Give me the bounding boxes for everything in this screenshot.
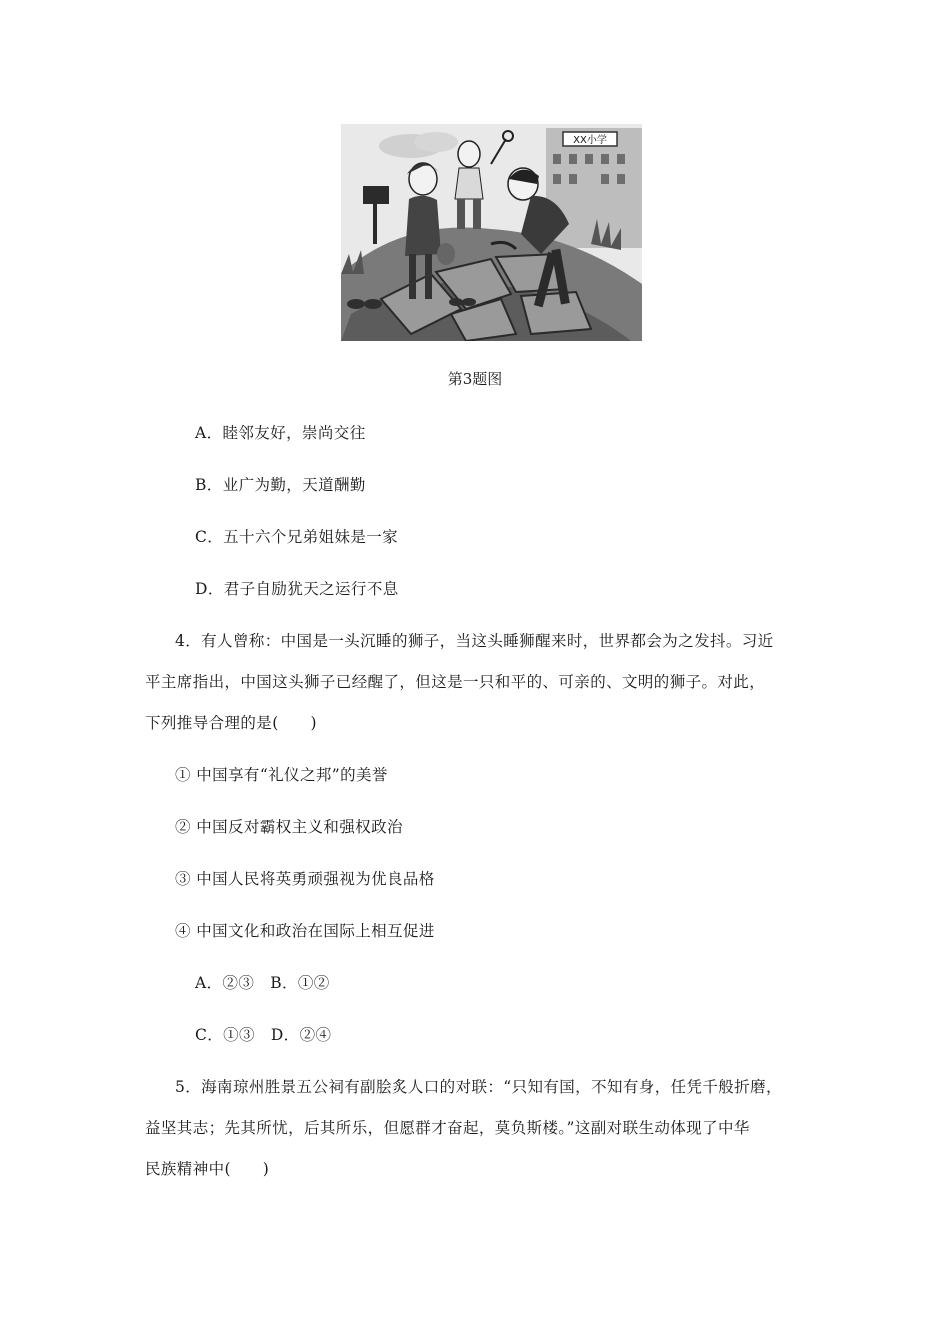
q4-stem-line-2: 平主席指出，中国这头狮子已经醒了，但这是一只和平的、可亲的、文明的狮子。对此， bbox=[145, 673, 766, 691]
illustration-students-gardening bbox=[341, 124, 642, 341]
q4-statement-2: ② 中国反对霸权主义和强权政治 bbox=[175, 818, 403, 836]
q4-options-row-1: A．②③ B．①② bbox=[195, 974, 330, 992]
q3-option-b: B．业广为勤，天道酬勤 bbox=[195, 476, 366, 494]
q4-statement-4: ④ 中国文化和政治在国际上相互促进 bbox=[175, 922, 435, 940]
q4-stem-line-1: 4．有人曾称：中国是一头沉睡的狮子，当这头睡狮醒来时，世界都会为之发抖。习近 bbox=[175, 632, 774, 650]
school-sign-text: XX小学 bbox=[573, 135, 607, 146]
q4-statement-1: ① 中国享有“礼仪之邦”的美誉 bbox=[175, 766, 388, 784]
q5-stem-line-3: 民族精神中( ) bbox=[145, 1160, 270, 1178]
figure-caption: 第3题图 bbox=[447, 370, 503, 388]
q5-stem-line-1: 5．海南琼州胜景五公祠有副脍炙人口的对联：“只知有国，不知有身，任凭千般折磨， bbox=[175, 1078, 782, 1096]
q4-stem-line-3: 下列推导合理的是( ) bbox=[145, 714, 317, 732]
q4-options-row-2: C．①③ D．②④ bbox=[195, 1026, 332, 1044]
q3-option-c: C．五十六个兄弟姐妹是一家 bbox=[195, 528, 399, 546]
q3-option-d: D．君子自励犹天之运行不息 bbox=[195, 580, 399, 598]
q3-option-a: A．睦邻友好，崇尚交往 bbox=[195, 424, 366, 442]
q4-statement-3: ③ 中国人民将英勇顽强视为优良品格 bbox=[175, 870, 435, 888]
q5-stem-line-2: 益坚其志；先其所忧，后其所乐，但愿群才奋起，莫负斯楼。”这副对联生动体现了中华 bbox=[145, 1119, 750, 1137]
